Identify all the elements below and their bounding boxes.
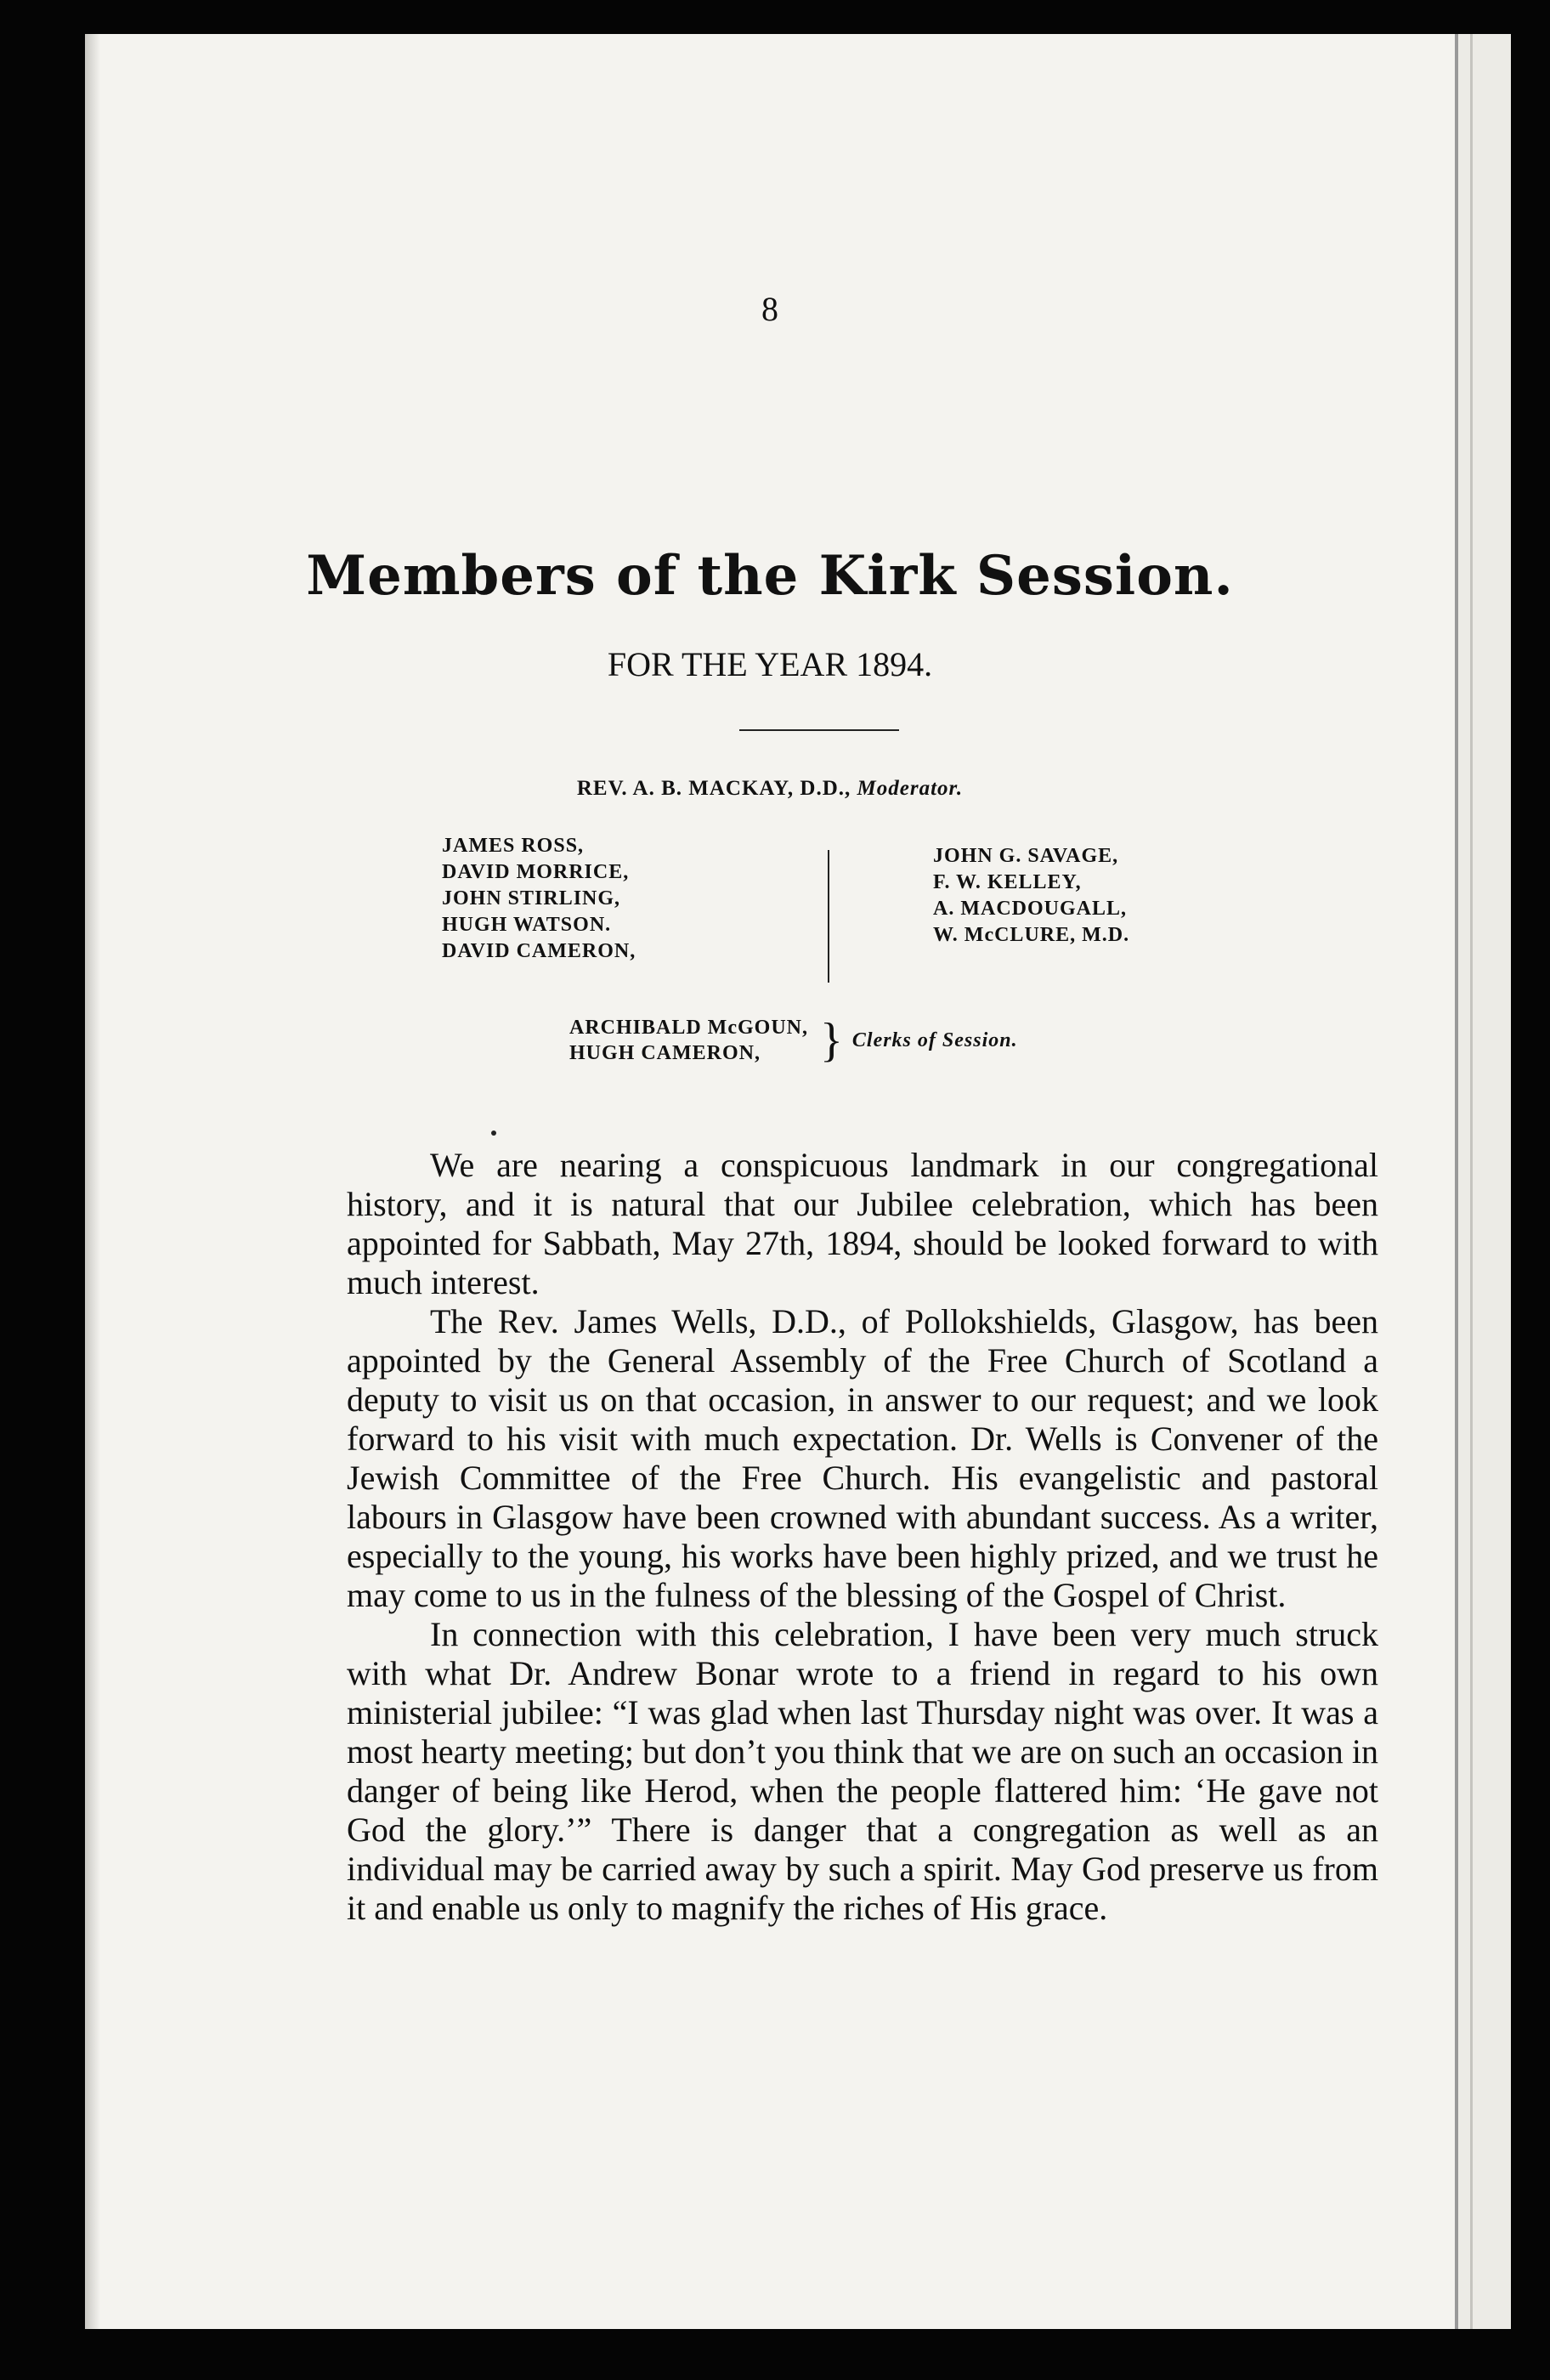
- column-divider: [828, 850, 829, 983]
- page-edge-shadow: [85, 34, 100, 2329]
- body-text: [347, 1146, 1378, 1928]
- elder-name: DAVID CAMERON,: [442, 940, 636, 962]
- ornament-dot: [491, 1130, 496, 1136]
- clerks-names: [569, 1015, 808, 1066]
- moderator-role: Moderator.: [857, 777, 964, 800]
- elders-left-column: [442, 833, 636, 965]
- paragraph: The Rev. James Wells, D.D., of Pollokshields, Glasgow, has been appointed by the General Assembly of the Free Church of Scotland a deputy to visit us on that occasion, in answer to our request; and we look forward to his visit with much expectation. Dr. Wells is Convener of the Jewish Committee of the Free Church. His evangelistic and pastoral labours in Glasgow have been crowned with abundant success. As a writer, especially to the young, his works have been highly prized, and we trust he may come to us in the fulness of the blessing of the Gospel of Christ.: [347, 1302, 1378, 1614]
- clerks-role: Clerks of Session.: [851, 1029, 1018, 1051]
- page-number: 8: [761, 290, 778, 328]
- title-rule: [739, 729, 899, 731]
- page-subtitle: FOR THE YEAR 1894.: [607, 645, 933, 683]
- paragraph: In connection with this celebration, I have been very much struck with what Dr. Andrew Bonar wrote to a friend in regard to his own ministerial jubilee: “I was glad when last Thursday night was over. It was a most hearty meeting; but don’t you think that we are on such an occasion in danger of being like Herod, when the people flattered him: ‘He gave not God the glory.’” There is danger that a congregation as well as an individual may be carried away by such a spirit. May God preserve us from it and enable us only to magnify the riches of His grace.: [347, 1615, 1378, 1927]
- document-page: [85, 34, 1455, 2329]
- elder-name: HUGH WATSON.: [442, 914, 612, 936]
- page-title: Members of the Kirk Session.: [306, 544, 1234, 608]
- elder-name: W. McCLURE, M.D.: [933, 924, 1130, 946]
- elders-right-column: [933, 843, 1129, 949]
- clerk-name: HUGH CAMERON,: [569, 1042, 761, 1064]
- clerks-of-session: [569, 1015, 1018, 1074]
- elder-name: DAVID MORRICE,: [442, 861, 630, 883]
- moderator-line: [85, 777, 1455, 801]
- paragraph: We are nearing a conspicuous landmark in our congregational history, and it is natural that our Jubilee celebration, which has been appointed for Sabbath, May 27th, 1894, should be looked forward to with much interest.: [347, 1146, 1378, 1301]
- clerk-name: ARCHIBALD McGOUN,: [569, 1017, 808, 1039]
- elder-name: JOHN STIRLING,: [442, 887, 621, 910]
- elder-name: JAMES ROSS,: [442, 835, 585, 857]
- brace-glyph: }: [820, 1014, 844, 1067]
- adjacent-page-edge: [1455, 34, 1511, 2329]
- moderator-name: REV. A. B. MACKAY, D.D.,: [576, 777, 851, 800]
- elder-name: JOHN G. SAVAGE,: [933, 845, 1119, 867]
- elder-name: F. W. KELLEY,: [933, 871, 1082, 893]
- elder-name: A. MACDOUGALL,: [933, 898, 1127, 920]
